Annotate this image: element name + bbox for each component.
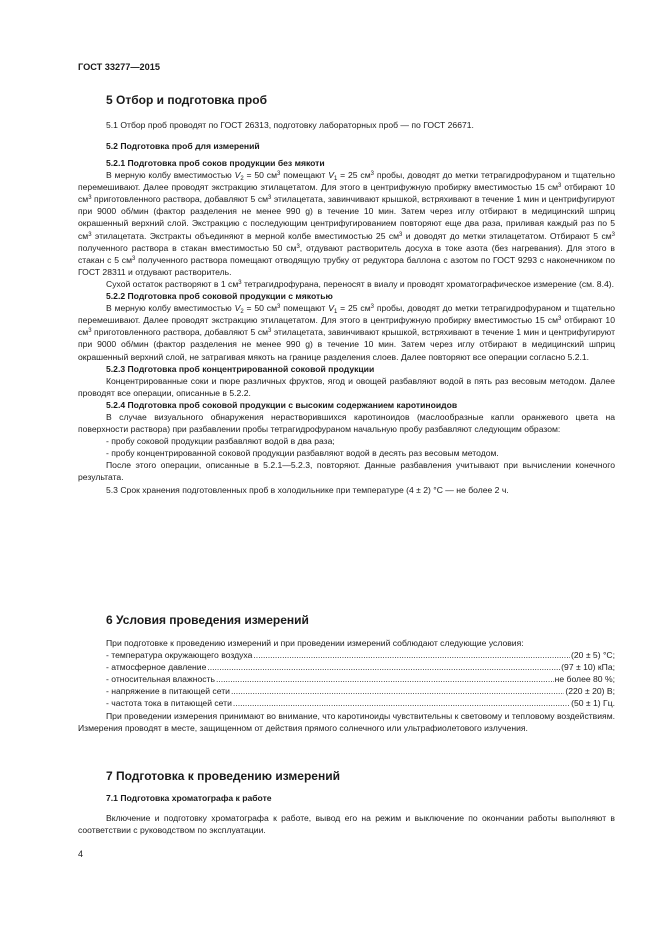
subsection-5-2-4-heading: 5.2.4 Подготовка проб соковой продукции с высоким содержанием каротиноидов [106, 399, 458, 410]
condition-value: (97 ± 10) кПа; [561, 662, 615, 673]
condition-row [78, 673, 615, 685]
paragraph-5-2-4: В случае визуального обнаружения нерастворившихся каротиноидов (маслообразные капли оранжевого цвета на поверхности раствора) при разбавлении пробы тетрагидрофураном начальную пробу разбавляют следующим образом: [78, 411, 615, 435]
running-header: ГОСТ 33277—2015 [78, 62, 160, 72]
subsection-5-2-3-heading: 5.2.3 Подготовка проб концентрированной соковой продукции [106, 363, 375, 374]
condition-label: - напряжение в питающей сети [106, 686, 230, 697]
subsection-5-2-1-heading: 5.2.1 Подготовка проб соков продукции без мякоти [106, 158, 325, 168]
paragraph-5-2-4-after: После этого операции, описанные в 5.2.1—5.2.3, повторяют. Данные разбавления учитывают при вычислении конечного результата. [78, 460, 615, 483]
section-5-heading: 5 Отбор и подготовка проб [106, 93, 268, 107]
subsection-5-2-heading: 5.2 Подготовка проб для измерений [106, 141, 260, 151]
condition-value: (20 ± 5) °С; [571, 650, 615, 661]
conditions-intro: При подготовке к проведению измерений и при проведении измерений соблюдают следующие условия: [106, 638, 524, 648]
paragraph-5-1: 5.1 Отбор проб проводят по ГОСТ 26313, подготовку лабораторных проб — по ГОСТ 26671. [106, 120, 474, 130]
leader-dots [253, 649, 570, 661]
condition-value: не более 80 %; [554, 674, 615, 685]
condition-value: (50 ± 1) Гц. [571, 698, 615, 709]
condition-row [78, 649, 615, 661]
block-section-6 [78, 637, 615, 734]
condition-label: - температура окружающего воздуха [106, 650, 253, 661]
condition-label: - относительная влажность [106, 674, 215, 685]
condition-label: - частота тока в питающей сети [106, 698, 232, 709]
conditions-outro: При проведении измерения принимают во внимание, что каротиноиды чувствительны к световому и тепловому воздействиям. Измерения проводят в месте, защищенном от действия прямого солнечного или ультрафиолетового излучения. [78, 710, 615, 733]
subsection-5-2-2-heading: 5.2.2 Подготовка проб соковой продукции с мякотью [106, 291, 333, 302]
paragraph-5-3: 5.3 Срок хранения подготовленных проб в холодильнике при температуре (4 ± 2) °С — не более 2 ч. [106, 484, 509, 495]
condition-label: - атмосферное давление [106, 662, 207, 673]
paragraph-5-2-1: В мерную колбу вместимостью $V_2 = 50$ $см^3$ помещают $V_1 = 25$ $см^3$ пробы, доводят до метки тетрагидрофураном и тщательно перемешивают. Далее проводят экстракцию этилацетатом. Для этого в центрифужную пробирку вместимостью 15 $см^3$ отбирают 10 $см^3$ приготовленного раствора, добавляют 5 $см^3$ этилацетата, завинчивают крышкой, встряхивают в течение 1 мин и центрифугируют при 9000 об/мин (фактор разделения не менее 990 g) в течение 10 мин. Затем через иглу отбирают в медицинский шприц окрашенный верхний слой. Экстракцию с последующим центрифугированием повторяют еще два раза, приливая каждый раз по 5 $см^3$ этилацетата. Экстракты объединяют в мерной колбе вместимостью 25 $см^3$ и доводят до метки этилацетатом. Отбирают 5 $см^3$ полученного раствора в стакан вместимостью 50 $см^3$, отдувают растворитель досуха в токе азота (без нагревания). Для этого в стакан с 5 $см^3$ полученного раствора помещают отводящую трубку от редуктора баллона с азотом по ГОСТ 9293 с наконечником по ГОСТ 28311 и отдувают растворитель. [78, 170, 616, 277]
conditions-list [78, 649, 615, 709]
paragraph-5-2-2: В мерную колбу вместимостью $V_2 = 50$ $см^3$ помещают $V_1 = 25$ $см^3$ пробы, доводят до метки тетрагидрофураном и тщательно перемешивают. Далее проводят экстракцию этилацетатом. Для этого в центрифужную пробирку вместимостью 15 $см^3$ отбирают 10 $см^3$ приготовленного раствора, добавляют 5 $см^3$ этилацетата, завинчивают крышкой, встряхивают в течение 1 мин и центрифугируют при 9000 об/мин (фактор разделения не менее 990 g) в течение 10 мин. Затем через иглу отбирают в медицинский шприц окрашенный верхний слой, не затрагивая мякоть на границе разделения слоев. Далее повторяют все операции согласно 5.2.1. [78, 303, 616, 362]
leader-dots [233, 697, 570, 709]
leader-dots [231, 685, 564, 697]
block-7-1 [78, 812, 615, 836]
section-7-heading: 7 Подготовка к проведению измерений [106, 769, 340, 783]
condition-value: (220 ± 20) В; [565, 686, 615, 697]
leader-dots [207, 661, 560, 673]
paragraph-5-2-1-dry-residue: Сухой остаток растворяют в 1 $см^3$ тетрагидрофурана, переносят в виалу и проводят хроматографическое измерение (см. 8.4). [106, 278, 615, 289]
block-5-2-1 [78, 157, 615, 496]
paragraph-7-1: Включение и подготовку хроматографа к работе, вывод его на режим и выключение по окончании работы выполняют в соответствии с руководством по эксплуатации. [78, 813, 615, 836]
condition-row [78, 661, 615, 673]
list-item: - пробу соковой продукции разбавляют водой в два раза; [106, 436, 335, 447]
condition-row [78, 697, 615, 709]
page-number: 4 [78, 849, 84, 859]
leader-dots [216, 673, 554, 685]
paragraph-5-2-3: Концентрированные соки и пюре различных фруктов, ягод и овощей разбавляют водой в пять раз весовым методом. Далее проводят все операции, описанные в 5.2.2. [78, 375, 615, 398]
list-item: - пробу концентрированной соковой продукции разбавляют водой в десять раз весовым методом. [106, 448, 499, 459]
section-6-heading: 6 Условия проведения измерений [106, 613, 309, 627]
condition-row [78, 685, 615, 697]
subsection-7-1-heading: 7.1 Подготовка хроматографа к работе [106, 793, 272, 803]
